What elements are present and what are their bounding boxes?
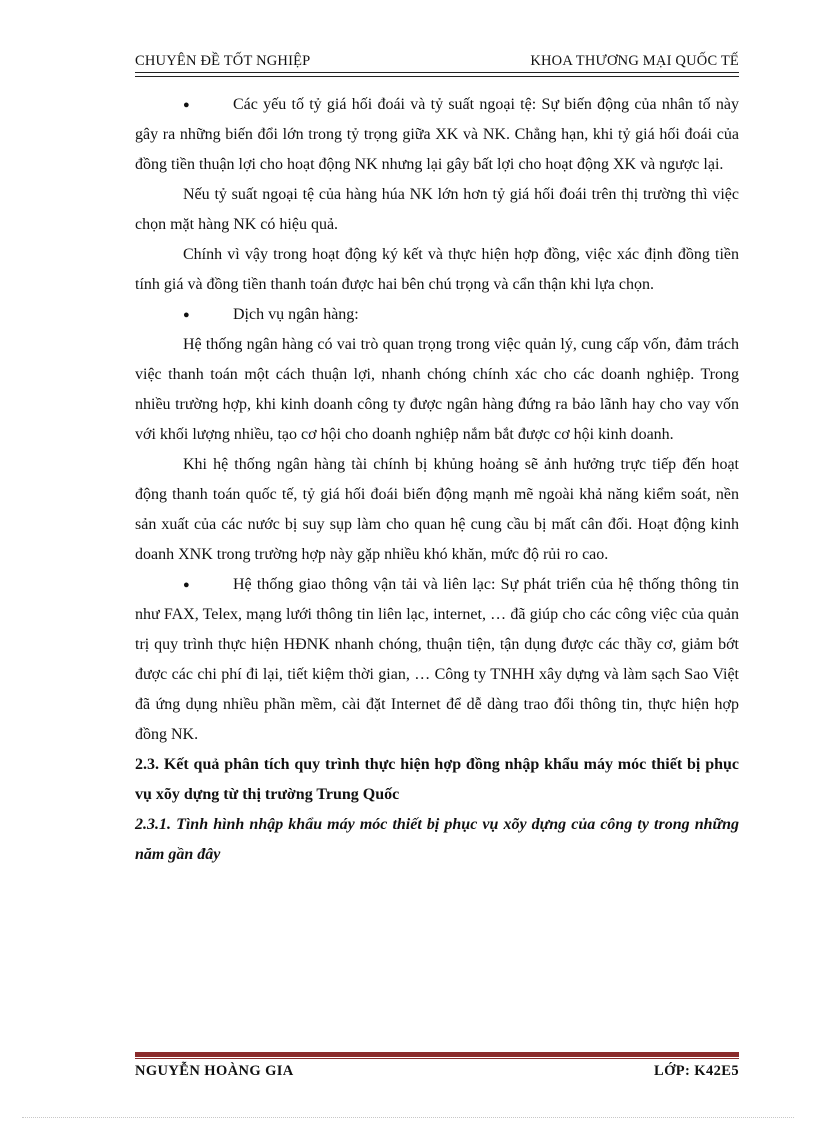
document-body <box>135 90 739 870</box>
footer-rule-thin <box>135 1058 739 1059</box>
page-footer <box>135 1063 739 1080</box>
bullet-icon: ● <box>183 579 190 591</box>
paragraph-text: Hệ thống giao thông vận tải và liên lạc: Sự phát triển của hệ thống thông tin như FAX, Telex, mạng lưới thông tin liên lạc, internet, … đã giúp cho các công việc của quản trị quy trình thực hiện HĐNK nhanh chóng, thuận tiện, tận dụng được các thầy cơ, giảm bớt được các chi phí đi lại, tiết kiệm thời gian, … Công ty TNHH xây dựng và làm sạch Sao Việt đã ứng dụng nhiều phần mềm, cài đặt Internet để dễ dàng trao đổi thông tin, thực hiện hợp đồng NK. <box>135 576 739 743</box>
bullet-paragraph-exchange-rate <box>135 90 739 180</box>
header-rule <box>135 72 739 73</box>
paragraph-text: Dịch vụ ngân hàng: <box>233 306 359 323</box>
bullet-paragraph-transport <box>135 570 739 750</box>
bullet-paragraph-banking <box>135 300 739 330</box>
page-edge <box>22 1117 794 1118</box>
paragraph: Khi hệ thống ngân hàng tài chính bị khủng hoảng sẽ ảnh hưởng trực tiếp đến hoạt động thanh toán quốc tế, tỷ giá hối đoái biến động mạnh mẽ ngoài khả năng kiểm soát, nền sản xuất của các nước bị suy sụp làm cho quan hệ cung cầu bị mất cân đối. Hoạt động kinh doanh XNK trong trường hợp này gặp nhiều khó khăn, mức độ rủi ro cao. <box>135 456 739 563</box>
footer-author: NGUYỄN HOÀNG GIA <box>135 1063 294 1079</box>
subsection-heading: 2.3.1. Tình hình nhập khẩu máy móc thiết bị phục vụ xõy dựng của công ty trong những năm gần đây <box>135 816 739 863</box>
paragraph: Nếu tỷ suất ngoại tệ của hàng húa NK lớn hơn tỷ giá hối đoái trên thị trường thì việc chọn mặt hàng NK có hiệu quả. <box>135 186 739 233</box>
header-rule-thin <box>135 76 739 77</box>
paragraph: Chính vì vậy trong hoạt động ký kết và thực hiện hợp đồng, việc xác định đồng tiền tính giá và đồng tiền thanh toán được hai bên chú trọng và cẩn thận khi lựa chọn. <box>135 246 739 293</box>
paragraph-text: Các yếu tố tỷ giá hối đoái và tỷ suất ngoại tệ: Sự biến động của nhân tố này gây ra những biến đổi lớn trong tỷ trọng giữa XK và NK. Chẳng hạn, khi tỷ giá hối đoái của đồng tiền thuận lợi cho hoạt động NK nhưng lại gây bất lợi cho hoạt động XK và ngược lại. <box>135 96 739 173</box>
footer-class: LỚP: K42E5 <box>654 1063 739 1079</box>
footer-rule <box>135 1052 739 1057</box>
bullet-icon: ● <box>183 309 190 321</box>
header-right-title: KHOA THƯƠNG MẠI QUỐC TẾ <box>530 53 739 69</box>
header-left-title: CHUYÊN ĐỀ TỐT NGHIỆP <box>135 53 311 69</box>
bullet-icon: ● <box>183 99 190 111</box>
page-header <box>135 50 739 70</box>
paragraph: Hệ thống ngân hàng có vai trò quan trọng trong việc quản lý, cung cấp vốn, đảm trách việc thanh toán một cách thuận lợi, nhanh chóng chính xác cho các doanh nghiệp. Trong nhiều trường hợp, khi kinh doanh công ty được ngân hàng đứng ra bảo lãnh hay cho vay vốn với khối lượng nhiều, tạo cơ hội cho doanh nghiệp nắm bắt được cơ hội kinh doanh. <box>135 336 739 443</box>
section-heading: 2.3. Kết quả phân tích quy trình thực hiện hợp đồng nhập khẩu máy móc thiết bị phục vụ xõy dựng từ thị trường Trung Quốc <box>135 756 739 803</box>
